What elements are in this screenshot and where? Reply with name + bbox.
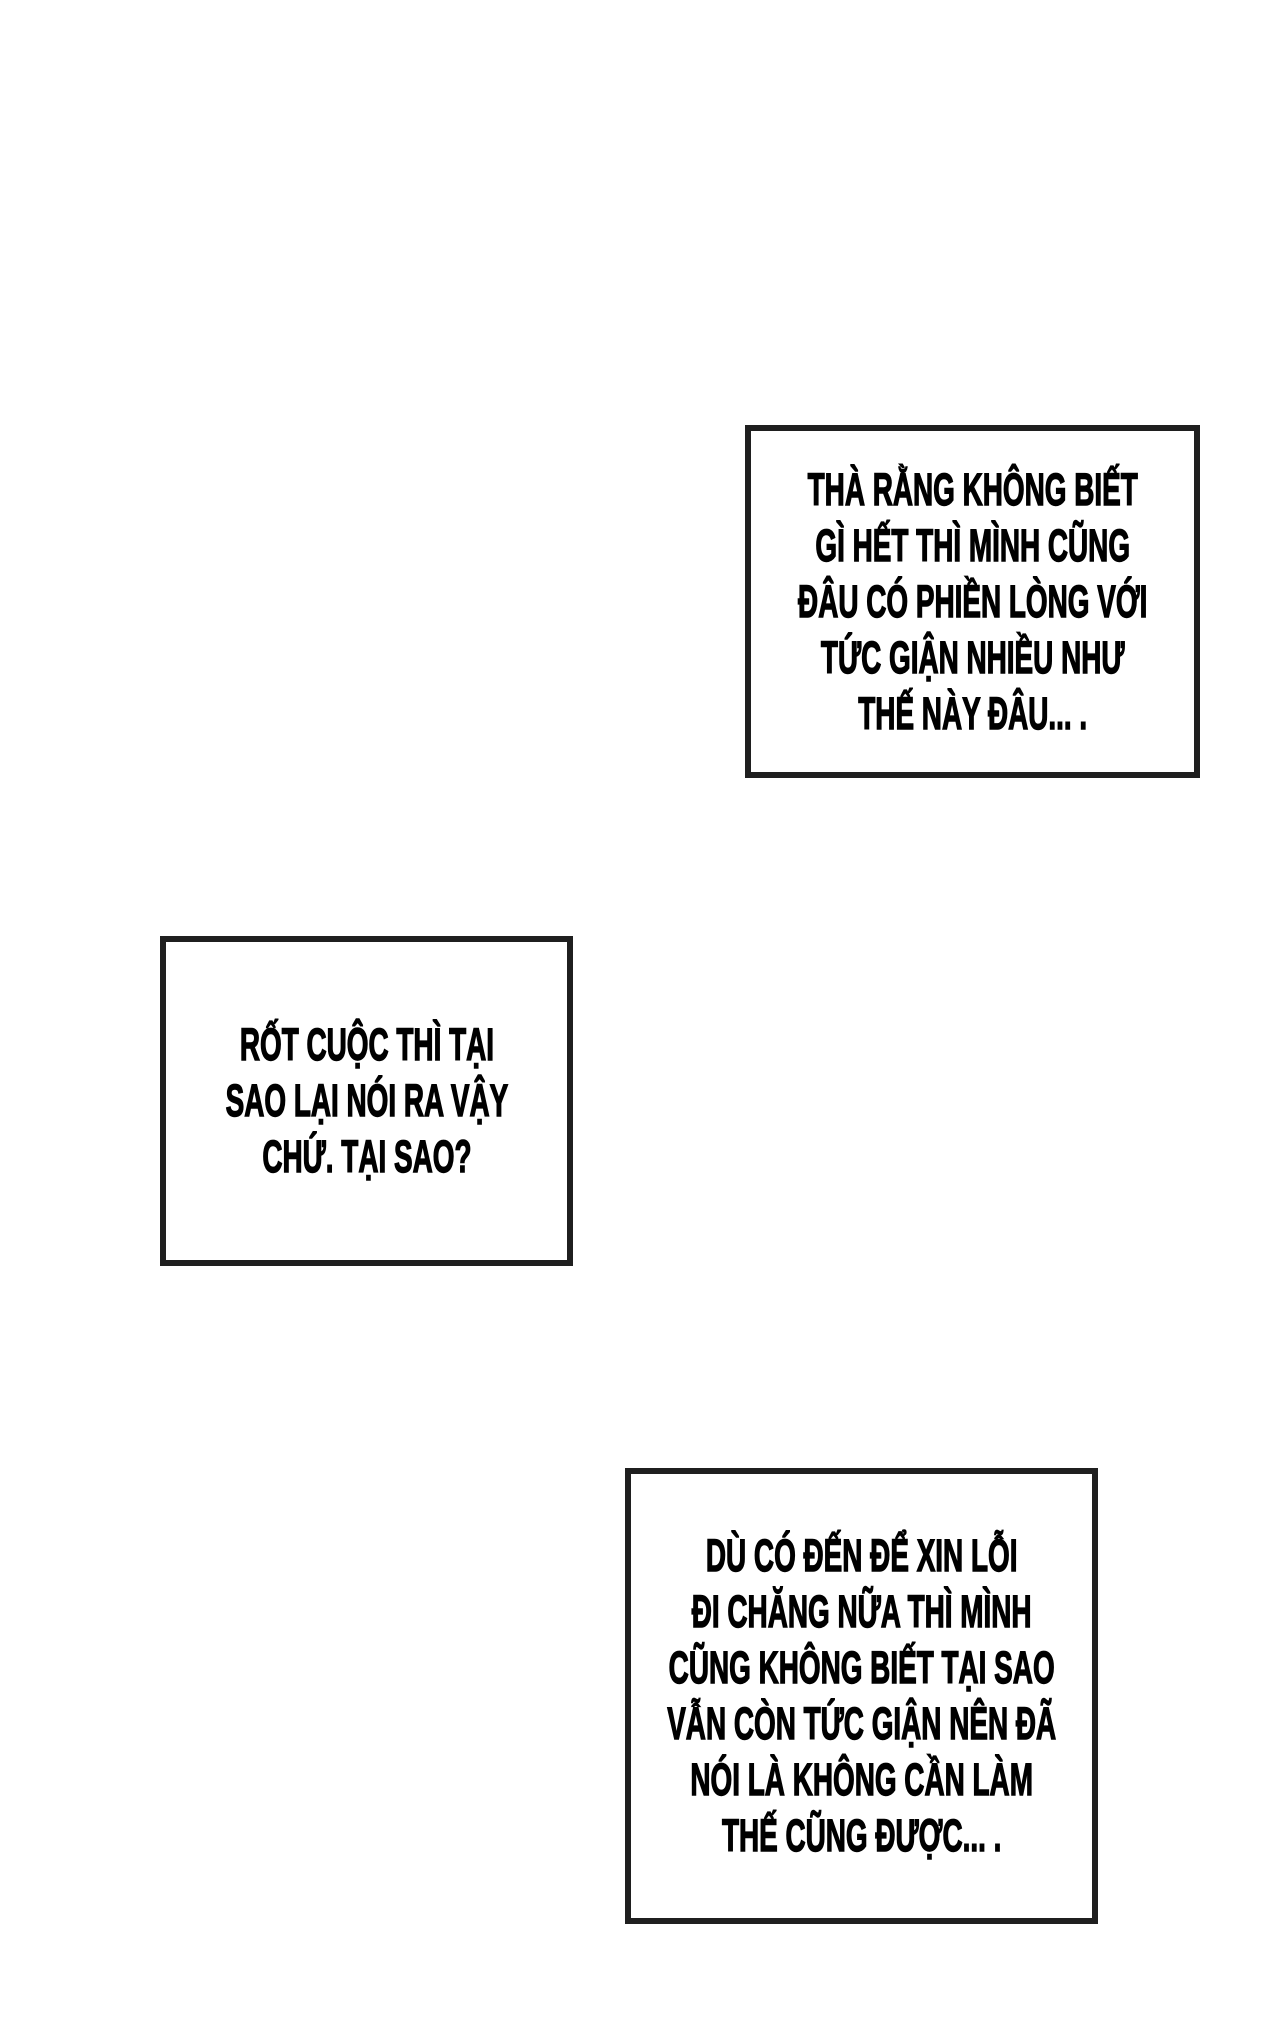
narration-text-1 <box>798 462 1147 742</box>
dialogue-line: RỐT CUỘC THÌ TẠI <box>239 1019 494 1070</box>
dialogue-line: DÙ CÓ ĐẾN ĐỂ XIN LỖI <box>705 1530 1018 1581</box>
narration-box-2 <box>160 936 573 1266</box>
narration-text-3 <box>667 1528 1056 1864</box>
dialogue-line: TỨC GIẬN NHIỀU NHƯ <box>820 631 1125 683</box>
dialogue-line: THẾ NÀY ĐÂU... . <box>858 687 1087 739</box>
narration-box-3 <box>625 1468 1098 1924</box>
dialogue-line: SAO LẠI NÓI RA VẬY <box>225 1075 508 1126</box>
dialogue-line: CŨNG KHÔNG BIẾT TẠI SAO <box>668 1642 1055 1693</box>
narration-box-1 <box>745 425 1200 778</box>
dialogue-line: VẪN CÒN TỨC GIẬN NÊN ĐÃ <box>667 1698 1056 1749</box>
dialogue-line: ĐÂU CÓ PHIỀN LÒNG VỚI <box>797 575 1148 627</box>
dialogue-line: CHỨ. TẠI SAO? <box>261 1131 472 1182</box>
dialogue-line: THÀ RẰNG KHÔNG BIẾT <box>807 463 1138 515</box>
dialogue-line: GÌ HẾT THÌ MÌNH CŨNG <box>815 519 1130 571</box>
narration-text-2 <box>225 1017 508 1185</box>
dialogue-line: THẾ CŨNG ĐƯỢC... . <box>721 1810 1002 1861</box>
dialogue-line: ĐI CHĂNG NỮA THÌ MÌNH <box>691 1586 1032 1637</box>
dialogue-line: NÓI LÀ KHÔNG CẦN LÀM <box>690 1754 1033 1805</box>
